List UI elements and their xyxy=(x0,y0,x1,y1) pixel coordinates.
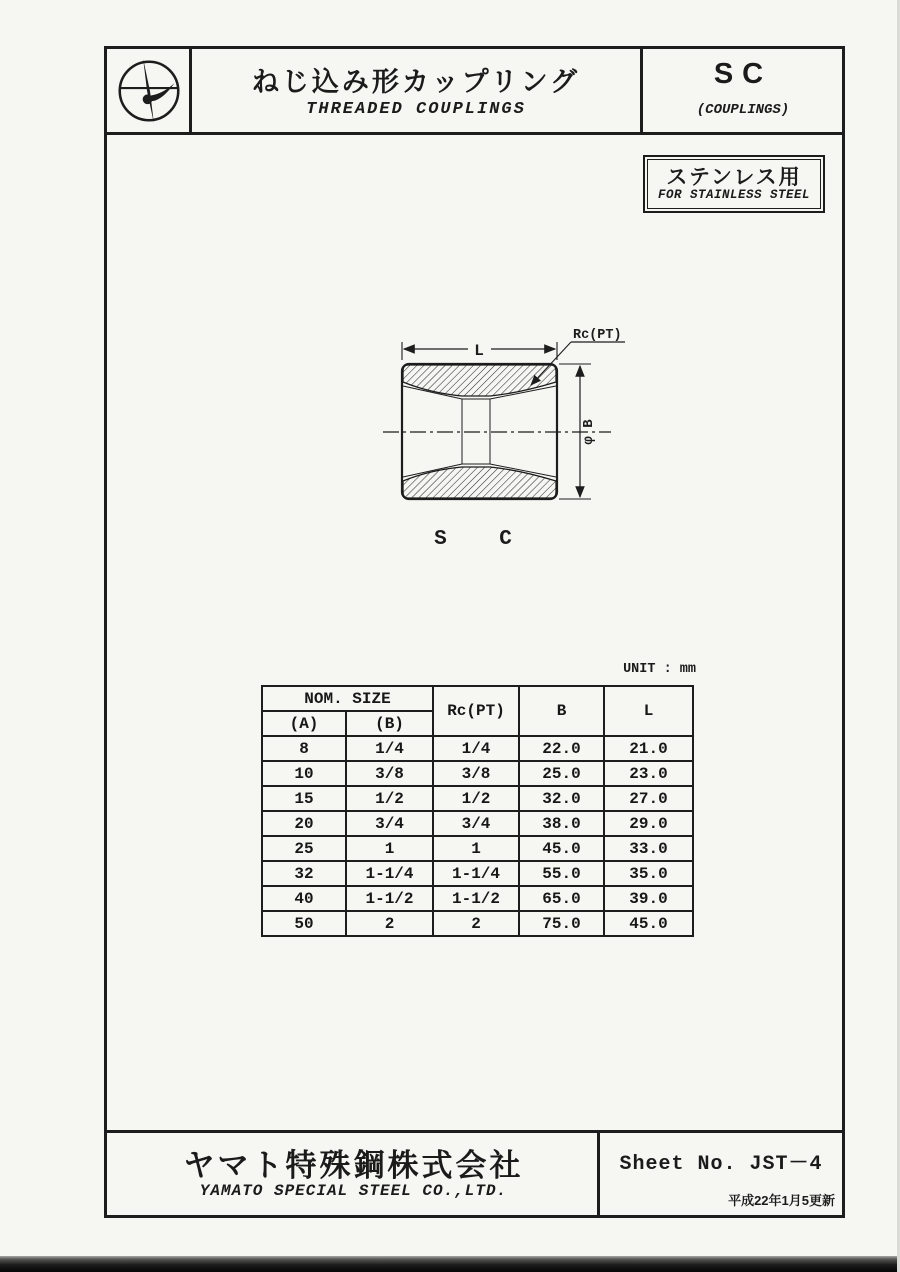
cell-rc: 1-1/2 xyxy=(433,886,519,911)
product-code-subtitle: (COUPLINGS) xyxy=(696,102,790,118)
length-dim-label: L xyxy=(474,342,484,360)
material-badge xyxy=(643,155,825,213)
company-name-japanese: ヤマト特殊鋼株式会社 xyxy=(183,1148,524,1183)
cell-a: 50 xyxy=(262,911,346,936)
cell-dim-b: 25.0 xyxy=(519,761,604,786)
size-row xyxy=(262,861,693,886)
size-row xyxy=(262,736,693,761)
revision-date: 平成22年1月5更新 xyxy=(728,1193,835,1208)
cell-b: 1 xyxy=(346,836,433,861)
cell-a: 8 xyxy=(262,736,346,761)
col-header-b-inch: (B) xyxy=(346,711,433,736)
scan-edge-band xyxy=(0,1256,900,1272)
cell-rc: 3/4 xyxy=(433,811,519,836)
coupling-cross-section-drawing xyxy=(375,322,625,527)
material-badge-english: FOR STAINLESS STEEL xyxy=(657,187,811,202)
header-bottom-rule xyxy=(107,132,842,135)
cell-a: 15 xyxy=(262,786,346,811)
compass-needle-logo-icon xyxy=(110,52,188,130)
size-row xyxy=(262,761,693,786)
cell-b: 3/4 xyxy=(346,811,433,836)
cell-rc: 1/2 xyxy=(433,786,519,811)
cell-dim-l: 45.0 xyxy=(604,911,693,936)
cell-a: 20 xyxy=(262,811,346,836)
cell-rc: 2 xyxy=(433,911,519,936)
cell-b: 1/2 xyxy=(346,786,433,811)
company-logo xyxy=(109,50,189,132)
cell-dim-b: 22.0 xyxy=(519,736,604,761)
size-row xyxy=(262,886,693,911)
document-frame xyxy=(104,46,845,1218)
dimension-table xyxy=(261,685,694,937)
drawing-caption: S C xyxy=(434,528,532,551)
thread-spec-label: Rc(PT) xyxy=(573,328,622,343)
size-row xyxy=(262,811,693,836)
col-header-a: (A) xyxy=(262,711,346,736)
cell-dim-b: 65.0 xyxy=(519,886,604,911)
cell-dim-b: 32.0 xyxy=(519,786,604,811)
cell-b: 3/8 xyxy=(346,761,433,786)
company-name-english: YAMATO SPECIAL STEEL CO.,LTD. xyxy=(199,1182,508,1200)
col-header-b: B xyxy=(519,686,604,736)
size-row xyxy=(262,786,693,811)
product-code: SC xyxy=(713,58,773,90)
cell-rc: 1 xyxy=(433,836,519,861)
cell-dim-b: 55.0 xyxy=(519,861,604,886)
cell-dim-l: 29.0 xyxy=(604,811,693,836)
cell-rc: 3/8 xyxy=(433,761,519,786)
material-badge-japanese: ステンレス用 xyxy=(666,165,802,189)
col-header-rc: Rc(PT) xyxy=(433,686,519,736)
cell-dim-b: 45.0 xyxy=(519,836,604,861)
cell-b: 1-1/2 xyxy=(346,886,433,911)
cell-dim-b: 38.0 xyxy=(519,811,604,836)
cell-dim-l: 23.0 xyxy=(604,761,693,786)
cell-a: 32 xyxy=(262,861,346,886)
cell-a: 25 xyxy=(262,836,346,861)
page-title-english: THREADED COUPLINGS xyxy=(306,100,526,119)
cell-b: 1-1/4 xyxy=(346,861,433,886)
size-row xyxy=(262,836,693,861)
sheet-number: Sheet No. JST－4 xyxy=(619,1153,823,1176)
cell-rc: 1-1/4 xyxy=(433,861,519,886)
material-badge-inner xyxy=(647,159,821,209)
unit-note: UNIT : mm xyxy=(623,662,696,677)
cell-dim-l: 39.0 xyxy=(604,886,693,911)
table-header-row-1 xyxy=(262,686,693,711)
size-row xyxy=(262,911,693,936)
cell-a: 40 xyxy=(262,886,346,911)
cell-b: 1/4 xyxy=(346,736,433,761)
col-header-nom-size: NOM. SIZE xyxy=(262,686,433,711)
cell-dim-l: 27.0 xyxy=(604,786,693,811)
cell-b: 2 xyxy=(346,911,433,936)
cell-dim-l: 35.0 xyxy=(604,861,693,886)
col-header-l: L xyxy=(604,686,693,736)
page-title-japanese: ねじ込み形カップリング xyxy=(251,67,581,97)
footer-top-rule xyxy=(107,1130,842,1133)
cell-dim-l: 21.0 xyxy=(604,736,693,761)
cell-a: 10 xyxy=(262,761,346,786)
cell-rc: 1/4 xyxy=(433,736,519,761)
cell-dim-l: 33.0 xyxy=(604,836,693,861)
dia-dim-label: φ B xyxy=(581,419,597,445)
cell-dim-b: 75.0 xyxy=(519,911,604,936)
